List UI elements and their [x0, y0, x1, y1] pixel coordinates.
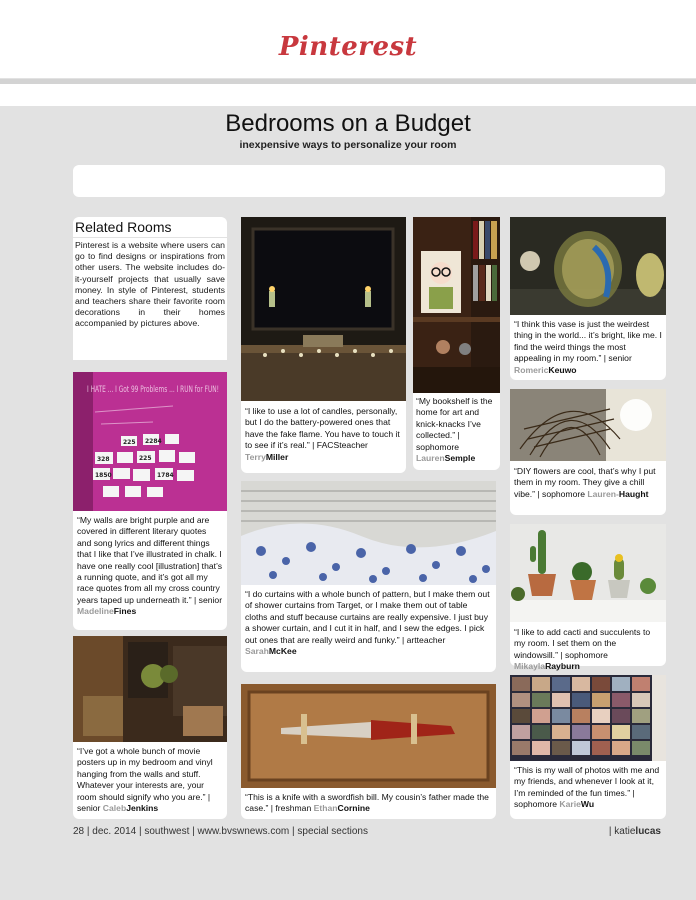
svg-text:328: 328 [97, 456, 110, 463]
pin-card-curtains[interactable] [241, 481, 496, 672]
pin-quote: “I do curtains with a whole bunch of pattern, but I make them out of shower curtains from Target, or I make them out of table cloths and stuff because curtains are really expensive. I just buy a shower curtain, and I cut it in half, and I sew the edges. I pick out ones that are really weird and funky.” | artteacher [245, 589, 490, 645]
pin-card-cacti[interactable] [510, 524, 666, 672]
pin-author-first: Mikayla [514, 661, 546, 672]
pin-card-candles[interactable] [241, 217, 406, 473]
header-band [0, 84, 696, 106]
pinterest-logo[interactable]: Pinterest [278, 32, 418, 62]
pin-card-photo-wall[interactable] [510, 675, 666, 819]
pin-author-first: Ethan [313, 803, 338, 814]
pin-caption [245, 792, 492, 815]
pin-photo-cacti[interactable] [510, 524, 666, 622]
pin-quote: “I think this vase is just the weirdest thing in the world... it’s bright, like me. I find the weird things the most appealing in my room.” | senior [514, 319, 662, 364]
pin-card-vase[interactable] [510, 217, 666, 380]
pin-caption [514, 319, 662, 376]
pin-author-first: Romeric [514, 364, 549, 375]
chalkboard-text: I HATE ... I Got 99 Problems ... I RUN for FUN! [87, 385, 219, 395]
footer-byline [609, 826, 661, 837]
pin-photo-diy-flowers[interactable] [510, 389, 666, 461]
pin-quote: “My bookshelf is the home for art and knick-knacks I’ve collected.” | sophomore [416, 396, 493, 452]
byline-prefix: | katie [608, 826, 636, 837]
pin-author-last: Jenkins [126, 803, 159, 814]
pin-author-first: Sarah [245, 646, 269, 657]
page-title: Bedrooms on a Budget [225, 110, 471, 137]
pin-caption [514, 466, 662, 500]
pin-quote: “This is a knife with a swordfish bill. My cousin’s father made the case.” | freshman [245, 792, 489, 814]
pin-author-first: Lauren- [587, 488, 619, 499]
pin-photo-candles[interactable] [241, 217, 406, 401]
svg-text:1850: 1850 [95, 472, 112, 479]
search-bar[interactable] [73, 165, 665, 197]
pin-author-last: Semple [444, 453, 476, 464]
page-subtitle: inexpensive ways to personalize your room [239, 139, 457, 151]
pin-author-last: Cornine [337, 803, 370, 814]
pin-author-first: Caleb [102, 803, 127, 814]
related-rooms-title: Related Rooms [75, 219, 172, 235]
pin-caption [77, 515, 223, 618]
pin-photo-purple-wall[interactable] [73, 372, 227, 511]
pin-author-first: Karie [559, 799, 581, 810]
pin-author-last: Haught [618, 488, 649, 499]
pin-quote: “This is my wall of photos with me and my friends, and whenever I look at it, I’m reminded of the fun times.” | sophomore [514, 765, 660, 810]
pin-caption [416, 396, 497, 464]
pin-quote: “I like to add cacti and succulents to my room. I set them on the windowsill.” | sophomore [514, 627, 651, 660]
footer-folio: 28 | dec. 2014 | southwest | www.bvswnews.com | special sections [73, 826, 368, 837]
pin-author-last: Wu [580, 799, 595, 810]
related-rooms-text: Pinterest is a website where users can go to find designs or inspirations from other users. The website includes do-it-yourself projects that usually save money. In style of Pinterest, students and teachers share their favorite room decorations in their homes accompanied by pictures above. [75, 240, 225, 329]
pin-card-purple-wall[interactable] [73, 372, 227, 630]
pin-photo-bookshelf[interactable] [413, 217, 500, 393]
pin-author-first: Madeline [77, 606, 114, 617]
pin-author-last: McKee [268, 646, 297, 657]
pin-photo-curtains[interactable] [241, 481, 496, 585]
pin-quote: “I like to use a lot of candles, personally, but I do the battery-powered ones that have the fake flame. You have to touch it to see if it’s real.” | FACSteacher [245, 406, 400, 451]
pin-caption [245, 406, 402, 463]
pin-author-last: Miller [265, 451, 289, 462]
pin-quote: “DIY flowers are cool, that’s why I put them in my room. They give a chill vibe.” | sophomore [514, 466, 656, 499]
pin-author-last: Rayburn [545, 661, 580, 672]
pin-card-bookshelf[interactable] [413, 217, 500, 470]
pin-caption [245, 589, 492, 657]
related-rooms-heading [73, 217, 227, 237]
related-rooms-body [73, 238, 227, 360]
pin-caption [77, 746, 223, 814]
pin-caption [514, 765, 662, 811]
pin-author-first: Lauren [416, 453, 445, 464]
pin-quote: “My walls are bright purple and are covered in different literary quotes and song lyrics and different things that I like that I’ve illustrated in chalk. I have one really cool [illustration] that’s a running quote, and it’s got all my race quotes from all my cross country years taped up underneath it.” | senior [77, 515, 223, 605]
svg-text:225: 225 [123, 439, 136, 446]
pin-caption [514, 627, 662, 673]
pin-quote: “I’ve got a whole bunch of movie posters up in my bedroom and vinyl hanging from the walls and stuff. Whatever your interests are, your room should signify who you are.” | senior [77, 746, 213, 814]
svg-text:225: 225 [139, 455, 152, 462]
byline-name: lucas [635, 826, 661, 837]
pin-author-last: Keuwo [548, 364, 577, 375]
pin-card-knife[interactable] [241, 684, 496, 819]
page-header [0, 0, 696, 78]
pin-photo-movie-posters[interactable] [73, 636, 227, 742]
pin-photo-knife[interactable] [241, 684, 496, 788]
svg-text:1784: 1784 [157, 472, 174, 479]
svg-text:2284: 2284 [145, 438, 162, 445]
pin-photo-vase[interactable] [510, 217, 666, 315]
pin-author-last: Fines [113, 606, 137, 617]
pin-card-diy-flowers[interactable] [510, 389, 666, 515]
pin-author-first: Terry [245, 451, 266, 462]
pin-card-movie-posters[interactable] [73, 636, 227, 819]
pin-photo-photo-wall[interactable] [510, 675, 666, 761]
